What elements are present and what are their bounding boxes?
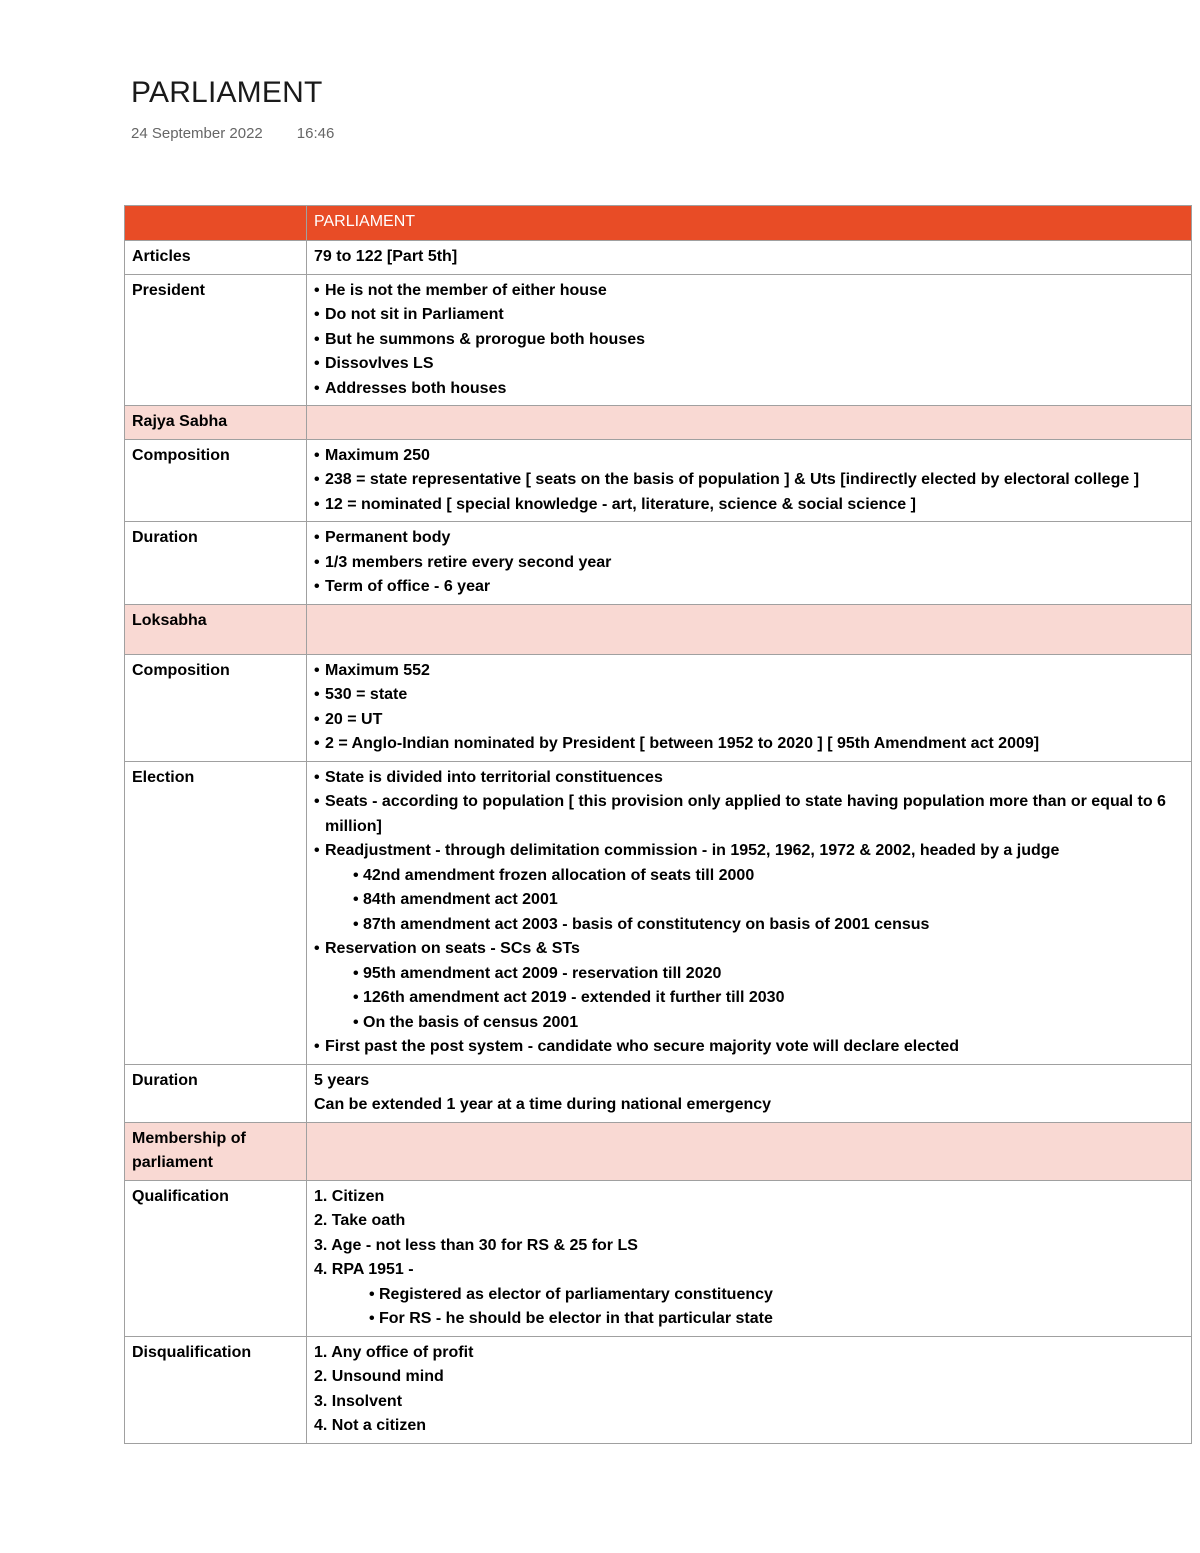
list-item: • Reservation on seats - SCs & STs [314,937,1184,962]
list-item: • Seats - according to population [ this provision only applied to state having population more than or equal to 6 million] [314,790,1184,839]
list-item: • 238 = state representative [ seats on the basis of population ] & Uts [indirectly elected by electoral college ] [314,468,1184,493]
row-label-president: President [125,274,307,406]
ls-duration-cell [307,1064,1192,1122]
table-row [125,1336,1192,1443]
section-label-loksabha: Loksabha [125,604,307,654]
table-row [125,1180,1192,1336]
qualification-line: 1. Citizen [314,1187,385,1205]
list-item: • Permanent body [314,526,1184,551]
list-item: • 1/3 members retire every second year [314,551,1184,576]
row-label-articles: Articles [125,241,307,275]
qualification-line: 4. RPA 1951 - [314,1261,414,1278]
row-label-ls-duration: Duration [125,1064,307,1122]
ls-composition-list [314,659,1184,757]
list-item: • Dissovlves LS [314,352,1184,377]
list-item: • Readjustment - through delimitation commission - in 1952, 1962, 1972 & 2002, headed by a judge [314,839,1184,864]
list-item: • State is divided into territorial constituences [314,766,1184,791]
parliament-table [124,205,1192,1444]
list-item: • 2 = Anglo-Indian nominated by President [ between 1952 to 2020 ] [ 95th Amendment act 2009] [314,732,1184,757]
page-time: 16:46 [296,125,335,142]
election-cell [307,761,1192,1064]
list-item: • Do not sit in Parliament [314,303,1184,328]
rs-duration-cell [307,522,1192,605]
sub-list-item: • 84th amendment act 2001 [353,888,1184,913]
table-row [125,439,1192,522]
president-list [314,279,1184,402]
ls-composition-cell [307,654,1192,761]
rpa-sublist [314,1283,1184,1332]
list-item: • Maximum 552 [314,659,1184,684]
sub-list-item: • 42nd amendment frozen allocation of seats till 2000 [353,864,1184,889]
table-row [125,522,1192,605]
list-item: • First past the post system - candidate who secure majority vote will declare elected [314,1035,1184,1060]
sub-list-item: • Registered as elector of parliamentary constituency [369,1283,1184,1308]
sub-list-item: • For RS - he should be elector in that particular state [369,1307,1184,1332]
table-header-row [125,206,1192,241]
qualification-line: 3. Age - not less than 30 for RS & 25 for LS [314,1236,638,1254]
page-title: PARLIAMENT [131,76,323,109]
table-row [125,1064,1192,1122]
disqualification-line: 2. Unsound mind [314,1368,444,1385]
section-row-membership [125,1122,1192,1180]
table-header-title: PARLIAMENT [307,206,1192,241]
list-item: • Maximum 250 [314,444,1184,469]
articles-value: 79 to 122 [Part 5th] [307,241,1192,275]
qualification-cell [307,1180,1192,1336]
section-label-membership: Membership of parliament [125,1122,307,1180]
page-meta [131,125,334,142]
list-item: • 12 = nominated [ special knowledge - art, literature, science & social science ] [314,493,1184,518]
election-list-cont [314,937,1184,962]
rs-composition-cell [307,439,1192,522]
section-cell-empty [307,1122,1192,1180]
reservation-sublist [314,962,1184,1036]
election-list [314,766,1184,864]
disqualification-cell [307,1336,1192,1443]
table-row [125,654,1192,761]
list-item: • Term of office - 6 year [314,575,1184,600]
sub-list-item: • 126th amendment act 2019 - extended it further till 2030 [353,986,1184,1011]
table-row [125,761,1192,1064]
row-label-election: Election [125,761,307,1064]
row-label-disqualification: Disqualification [125,1336,307,1443]
rs-composition-list [314,444,1184,518]
table-row [125,241,1192,275]
sub-list-item: • On the basis of census 2001 [353,1011,1184,1036]
section-row-loksabha [125,604,1192,654]
readjustment-sublist [314,864,1184,938]
disqualification-line: 1. Any office of profit [314,1343,474,1361]
ls-duration-line: 5 years [314,1071,370,1089]
disqualification-line: 3. Insolvent [314,1392,403,1410]
section-row-rajya-sabha [125,406,1192,440]
row-label-rs-composition: Composition [125,439,307,522]
list-item: • 20 = UT [314,708,1184,733]
header-cell-empty [125,206,307,241]
sub-list-item: • 95th amendment act 2009 - reservation till 2020 [353,962,1184,987]
list-item: • But he summons & prorogue both houses [314,328,1184,353]
president-cell [307,274,1192,406]
page-date: 24 September 2022 [131,125,263,142]
qualification-line: 2. Take oath [314,1212,406,1229]
list-item: • 530 = state [314,683,1184,708]
list-item: • He is not the member of either house [314,279,1184,304]
table-row [125,274,1192,406]
section-cell-empty [307,406,1192,440]
row-label-ls-composition: Composition [125,654,307,761]
disqualification-line: 4. Not a citizen [314,1417,427,1434]
list-item: • Addresses both houses [314,377,1184,402]
row-label-rs-duration: Duration [125,522,307,605]
row-label-qualification: Qualification [125,1180,307,1336]
sub-list-item: • 87th amendment act 2003 - basis of constitutency on basis of 2001 census [353,913,1184,938]
election-list-end [314,1035,1184,1060]
section-label-rajya-sabha: Rajya Sabha [125,406,307,440]
section-cell-empty [307,604,1192,654]
rs-duration-list [314,526,1184,600]
ls-duration-line: Can be extended 1 year at a time during national emergency [314,1096,772,1113]
